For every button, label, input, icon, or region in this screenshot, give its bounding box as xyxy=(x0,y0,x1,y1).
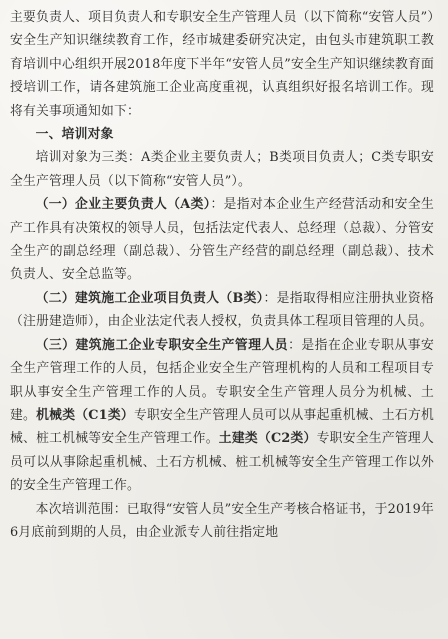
section-1-lead: 培训对象为三类：A类企业主要负责人；B类项目负责人；C类专职安全生产管理人员（以下简称“安管人员”）。 xyxy=(10,150,434,189)
scope-paragraph: 本次培训范围：已取得“安管人员”安全生产考核合格证书，于2019年6月底前到期的人员，由企业派专人前往指定地 xyxy=(10,501,434,540)
item-a-label: （一）企业主要负责人（A类） xyxy=(35,197,211,213)
item-b-paragraph xyxy=(10,287,434,334)
intro-paragraph: 主要负责人、项目负责人和专职安全生产管理人员（以下简称“安管人员”）安全生产知识继续教育工作，经市城建委研究决定，由包头市建筑职工教育培训中心组织开展2018年度下半年“安管人员”安全生产知识继续教育面授培训工作，请各建筑施工企业高度重视，认真组织好报名培训工作。现将有关事项通知如下： xyxy=(10,10,434,119)
item-c-mech-label: 机械类（C1类） xyxy=(36,407,134,423)
item-c-paragraph xyxy=(10,334,434,498)
item-c-text-1: ：是指在企业专职从事安全生产管理工作的人员，包括企业安全生产管理机构的人员和工程项目专职从事安全生产管理工作的人员。专职安全生产管理人员分为机械、土建。 xyxy=(10,337,434,423)
item-a-paragraph xyxy=(10,193,434,287)
item-c-text-3: 专职安全生产管理人员可以从事除起重机械、土石方机械、桩工机械等安全生产管理工作以外的安全生产管理工作。 xyxy=(10,431,434,494)
item-b-text: ：是指取得相应注册执业资格（注册建造师），由企业法定代表人授权，负责具体工程项目管理的人员。 xyxy=(10,290,434,330)
item-b-label: （二）建筑施工企业项目负责人（B类） xyxy=(35,290,264,306)
item-a-text: ：是指对本企业生产经营活动和安全生产工作具有决策权的领导人员，包括法定代表人、总经理（总裁）、分管安全生产的副总经理（副总裁）、分管生产经营的副总经理（副总裁）、技术负责人、安全总监等。 xyxy=(10,197,434,283)
item-c-text-2: 专职安全生产管理人员可以从事起重机械、土石方机械、桩工机械等安全生产管理工作。 xyxy=(10,407,434,447)
item-c-label: （三）建筑施工企业专职安全生产管理人员 xyxy=(35,337,289,353)
section-1-heading: 一、培训对象 xyxy=(35,127,114,143)
item-c-civil-label: 土建类（C2类） xyxy=(218,431,317,447)
